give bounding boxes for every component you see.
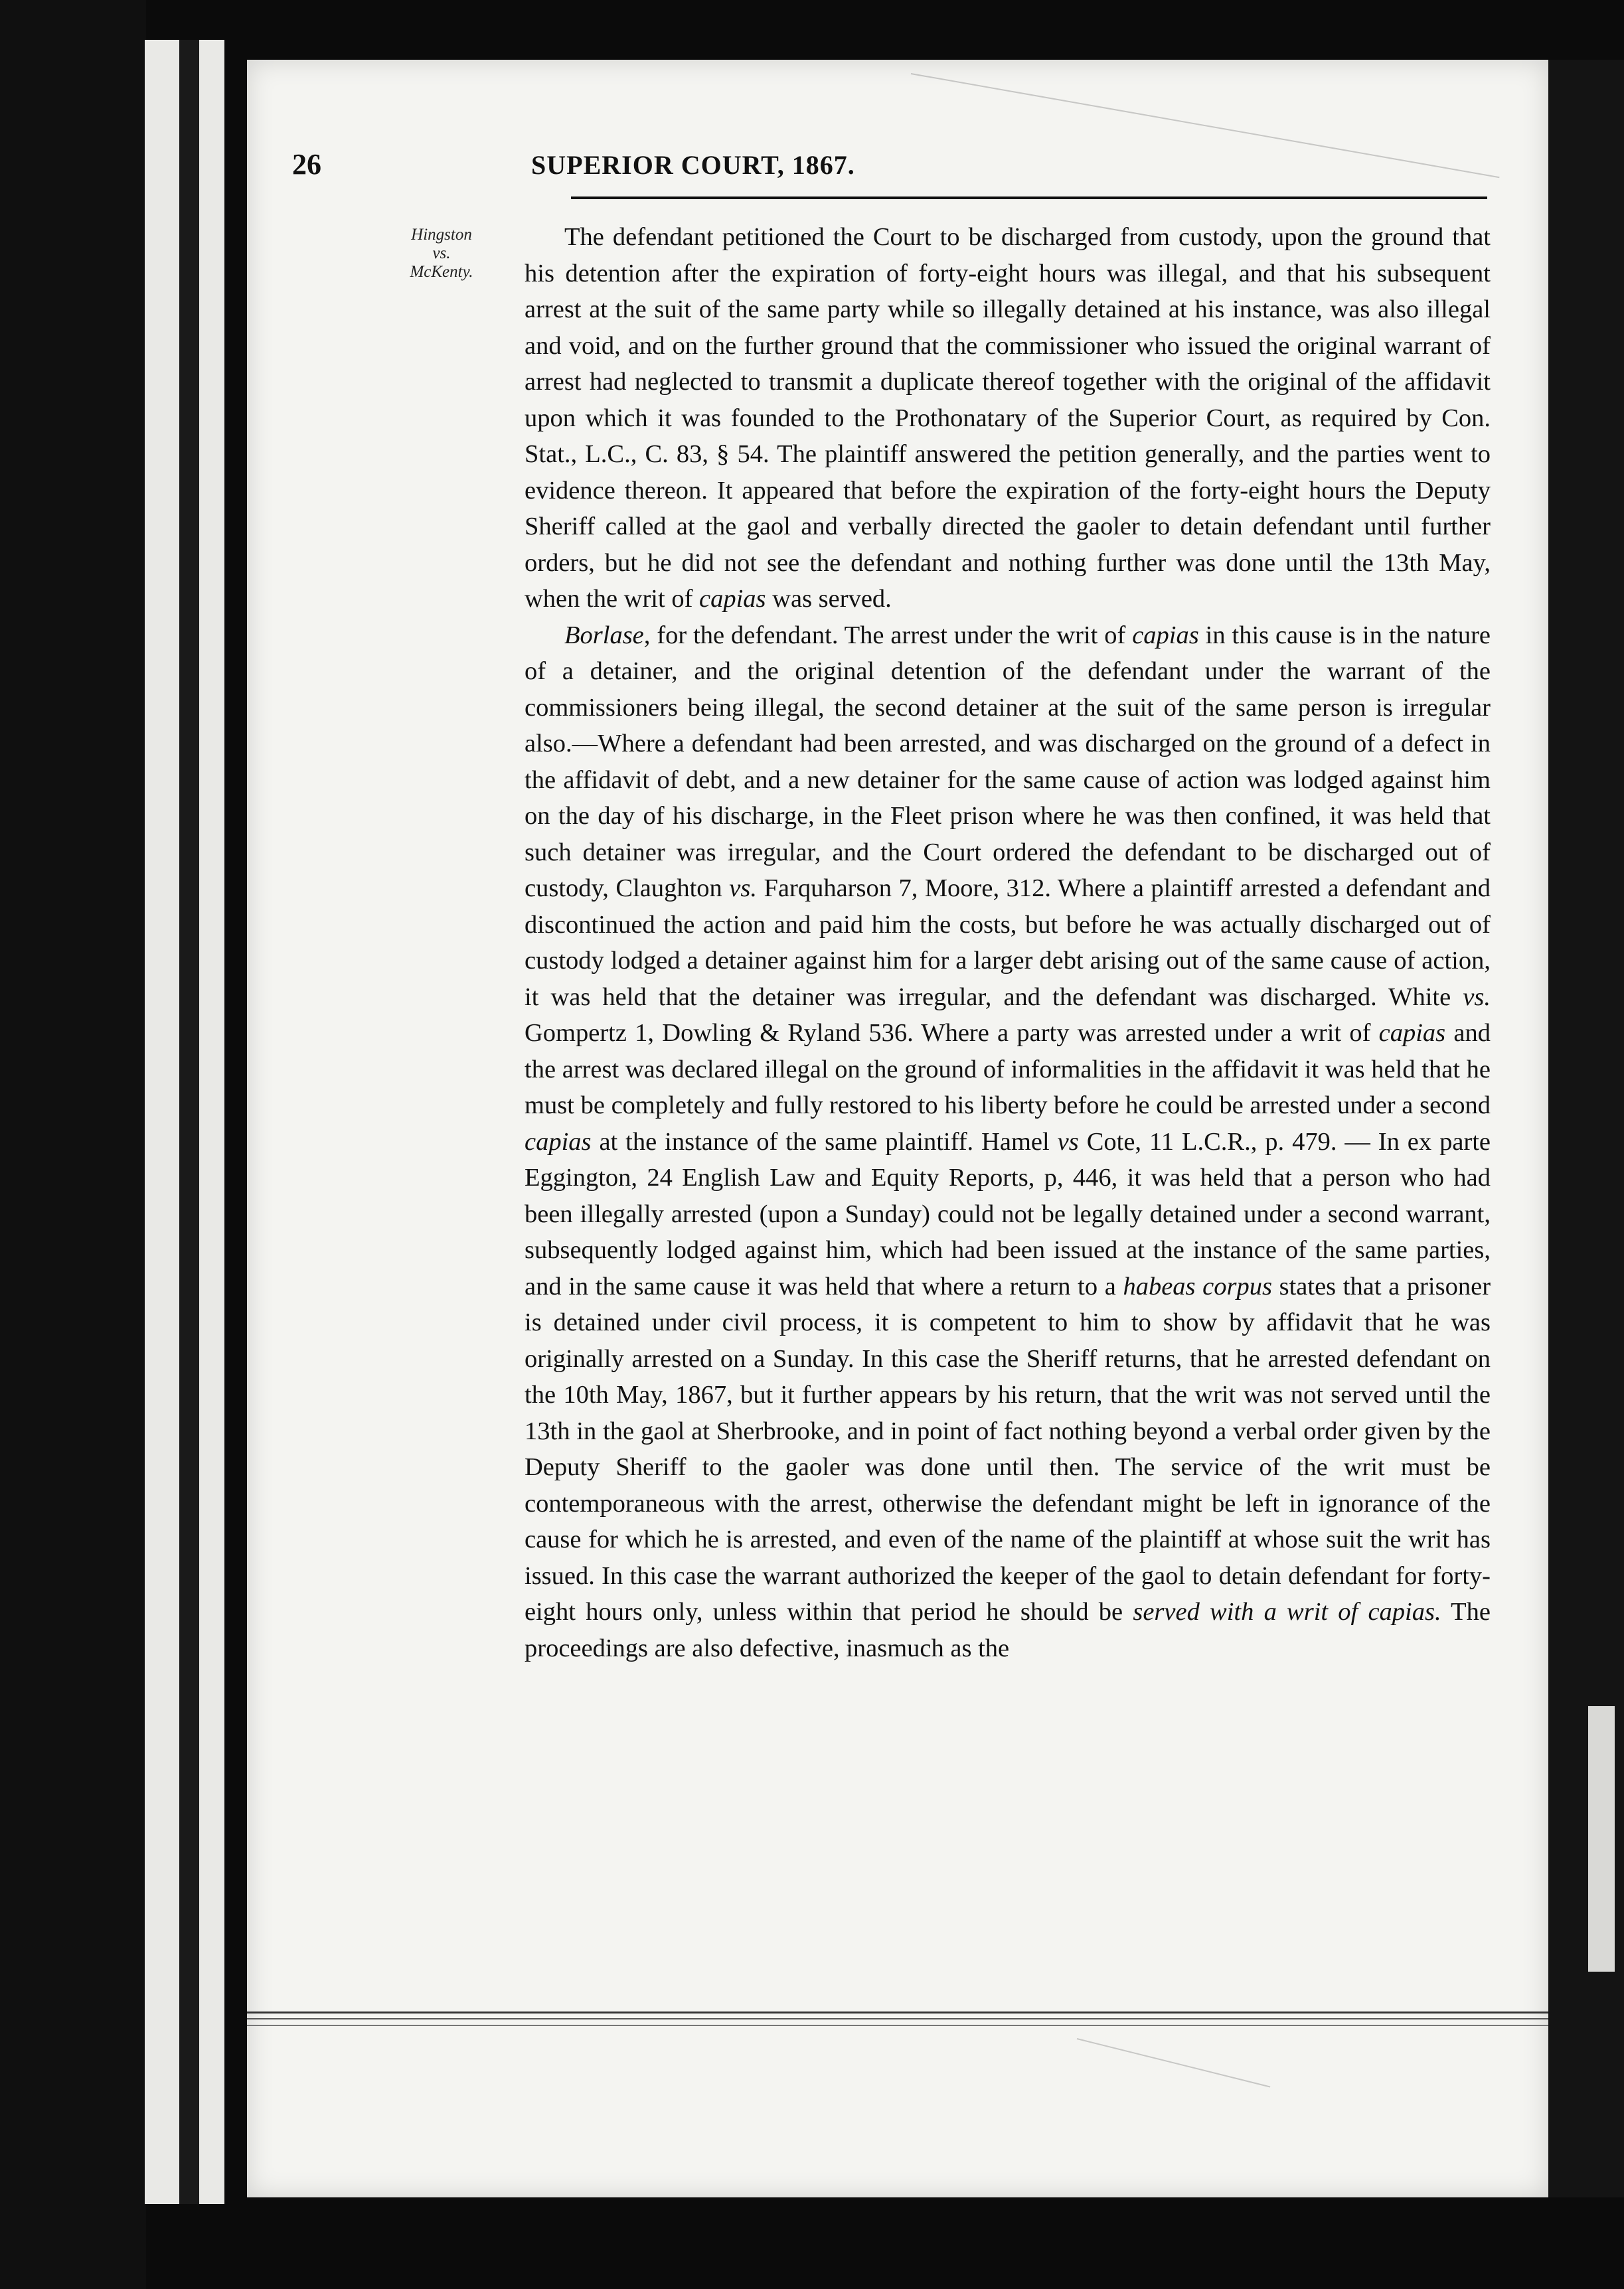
bottom-rule [247,2025,1548,2026]
italic-term: habeas corpus [1123,1272,1272,1301]
case-margin-note [372,226,511,281]
film-frame-right [1548,60,1624,2197]
film-frame-left [0,0,146,2289]
text-run: was served. [772,585,892,613]
text-run: states that a prisoner is detained under civil process, it is competent to him to show by affidavit that he was originally arrested on a Sunday. In this case the Sheriff returns, that he arrested defendant on the 10th May, 1867, but it further appears by his return, that the writ was not served until the 13th in the gaol at Sherbrooke, and in point of fact nothing beyond a verbal order given by the Deputy Sheriff to the gaoler was done until then. The service of the writ must be contemporaneous with the arrest, otherwise the defendant might be left in ignorance of the cause for which he is arrested, and even of the name of the plaintiff at whose suit the writ has issued. In this case the warrant authorized the keeper of the gaol to detain defendant for forty-eight hours only, unless within that period he should be [525,1272,1491,1626]
adjacent-page-edge [1588,1706,1615,1972]
page-header [292,147,1487,194]
film-strip [145,40,224,2204]
page-number: 26 [292,148,321,181]
bottom-rule [247,2018,1548,2019]
bottom-rule [247,2012,1548,2013]
margin-note-line: vs. [432,244,451,262]
paragraph-argument [525,617,1491,1667]
text-run: at the instance of the same plaintiff. Hamel [599,1127,1050,1156]
italic-term: capias [525,1127,592,1156]
text-run: for the defendant. The arrest under the writ of [657,621,1126,649]
text-run: in this cause is in the nature of a detainer, and the original detention of the defendant under the warrant of the commissioners being illegal, the second detainer at the suit of the same person is irregular also.—Where a defendant had been arrested, and was discharged on the ground of a defect in the affidavit of debt, and a new detainer for the same cause of action was lodged against him on the day of his discharge, in the Fleet prison where he was then confined, it was held that such detainer was irregular, and the Court ordered the defendant to be discharged out of custody, Claughton [525,621,1491,902]
text-run: Gompertz 1, Dowling & Ryland 536. Where a party was arrested under a writ of [525,1019,1371,1047]
italic-term: vs. [729,874,757,902]
text-run: Farquharson 7, Moore, 312. Where a plaintiff arrested a defendant and discontinued the action and paid him the costs, but before he was actually discharged out of custody lodged a detainer against him for a larger debt arising out of the same cause of action, it was held that the detainer was irregular, and the defendant was discharged. White [525,874,1491,1011]
header-rule [571,197,1487,199]
margin-note-line: Hingston [411,226,472,244]
text-run: The defendant petitioned the Court to be discharged from custody, upon the ground that his detention after the expiration of forty-eight hours was illegal, and that his subsequent arrest at the suit of the same party while so illegally detained at his instance, was also illegal and void, and on the further ground that the commissioner who issued the original warrant of arrest had neglected to transmit a duplicate thereof together with the original of the affidavit upon which it was founded to the Prothonatary of the Superior Court, as required by Con. Stat., L.C., C. 83, § 54. The plaintiff answered the petition generally, and the parties went to evidence thereon. It appeared that before the expiration of the forty-eight hours the Deputy Sheriff called at the gaol and verbally directed the gaoler to detain defendant until further orders, but he did not see the defendant and nothing further was done until the 13th May, when the writ of [525,223,1491,613]
running-head: SUPERIOR COURT, 1867. [531,150,855,180]
margin-note-line: McKenty. [410,263,473,281]
scratch-mark [1077,2038,1271,2088]
italic-term: served with a writ of capias. [1133,1598,1441,1626]
text-run: Cote, 11 L.C.R., p. 479. — In ex parte Eggington, 24 English Law and Equity Reports, p, 446, it was held that a person who had been illegally arrested (upon a Sunday) could not be legally detained under a second warrant, subsequently lodged against him, which had been issued at the instance of the same parties, and in the same cause it was held that where a return to a [525,1127,1491,1301]
counsel-name: Borlase, [564,621,651,649]
italic-term: capias [1378,1019,1446,1047]
italic-term: vs. [1463,983,1491,1011]
film-strip-shadow [179,40,199,2204]
text-run: and the arrest was declared illegal on the ground of informalities in the affidavit it was held that he must be completely and fully restored to his liberty before he could be arrested under a second [525,1019,1491,1119]
italic-term: vs [1057,1127,1079,1156]
italic-term: capias [699,585,766,613]
body-text [525,219,1491,1666]
text-run: The proceedings are also defective, inasmuch as the [525,1598,1491,1662]
paragraph-petition [525,219,1491,617]
italic-term: capias [1132,621,1199,649]
